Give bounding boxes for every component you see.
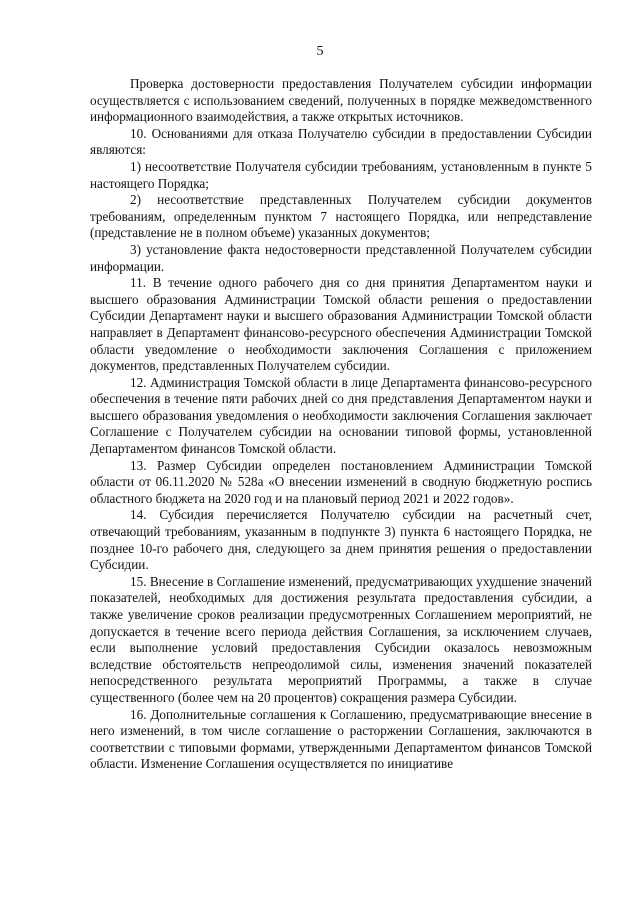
paragraph-11: 11. В течение одного рабочего дня со дня принятия Департаментом науки и высшего образования Администрации Томской области решения о предоставлении Субсидии Департамент науки и высшего образования Администрации Томской области направляет в Департамент финансово-ресурсного обеспечения Администрации Томской области уведомление о необходимости заключения Соглашения с приложением документов, представленных Получателем субсидии. [90,275,592,374]
paragraph-16: 16. Дополнительные соглашения к Соглашению, предусматривающие внесение в него изменений, в том числе соглашение о расторжении Соглашения, заключаются в соответствии с типовыми формами, утвержденными Департаментом финансов Томской области. Изменение Соглашения осуществляется по инициативе [90,706,592,772]
paragraph-10-item-3: 3) установление факта недостоверности представленной Получателем субсидии информации. [90,241,592,274]
paragraph-10-item-2: 2) несоответствие представленных Получателем субсидии документов требованиям, определенным пунктом 7 настоящего Порядка, или непредставление (представление не в полном объеме) указанных документов; [90,192,592,241]
document-body [90,76,592,773]
paragraph-12: 12. Администрация Томской области в лице Департамента финансово-ресурсного обеспечения в течение пяти рабочих дней со дня представления Департаментом науки и высшего образования уведомления о необходимости заключения Соглашения заключает Соглашение с Получателем субсидии на основании типовой формы, установленной Департаментом финансов Томской области. [90,374,592,457]
paragraph-verification: Проверка достоверности предоставления Получателем субсидии информации осуществляется с использованием сведений, полученных в порядке межведомственного информационного взаимодействия, а также открытых источников. [90,76,592,125]
paragraph-15: 15. Внесение в Соглашение изменений, предусматривающих ухудшение значений показателей, необходимых для достижения результата предоставления субсидии, а также увеличение сроков реализации предусмотренных Соглашением мероприятий, не допускается в течение всего периода действия Соглашения, за исключением случаев, если выполнение условий предоставления Субсидии оказалось невозможным вследствие обстоятельств непреодолимой силы, изменения значений показателей непосредственного результата мероприятий Программы, а также в случае существенного (более чем на 20 процентов) сокращения размера Субсидии. [90,573,592,705]
paragraph-13: 13. Размер Субсидии определен постановлением Администрации Томской области от 06.11.2020 № 528а «О внесении изменений в сводную бюджетную роспись областного бюджета на 2020 год и на плановый период 2021 и 2022 годов». [90,457,592,506]
paragraph-10: 10. Основаниями для отказа Получателю субсидии в предоставлении Субсидии являются: [90,125,592,158]
paragraph-10-item-1: 1) несоответствие Получателя субсидии требованиям, установленным в пункте 5 настоящего Порядка; [90,158,592,191]
paragraph-14: 14. Субсидия перечисляется Получателю субсидии на расчетный счет, отвечающий требованиям, указанным в подпункте 3) пункта 6 настоящего Порядка, не позднее 10-го рабочего дня, следующего за днем принятия решения о предоставлении Субсидии. [90,507,592,573]
page-number: 5 [316,44,324,59]
